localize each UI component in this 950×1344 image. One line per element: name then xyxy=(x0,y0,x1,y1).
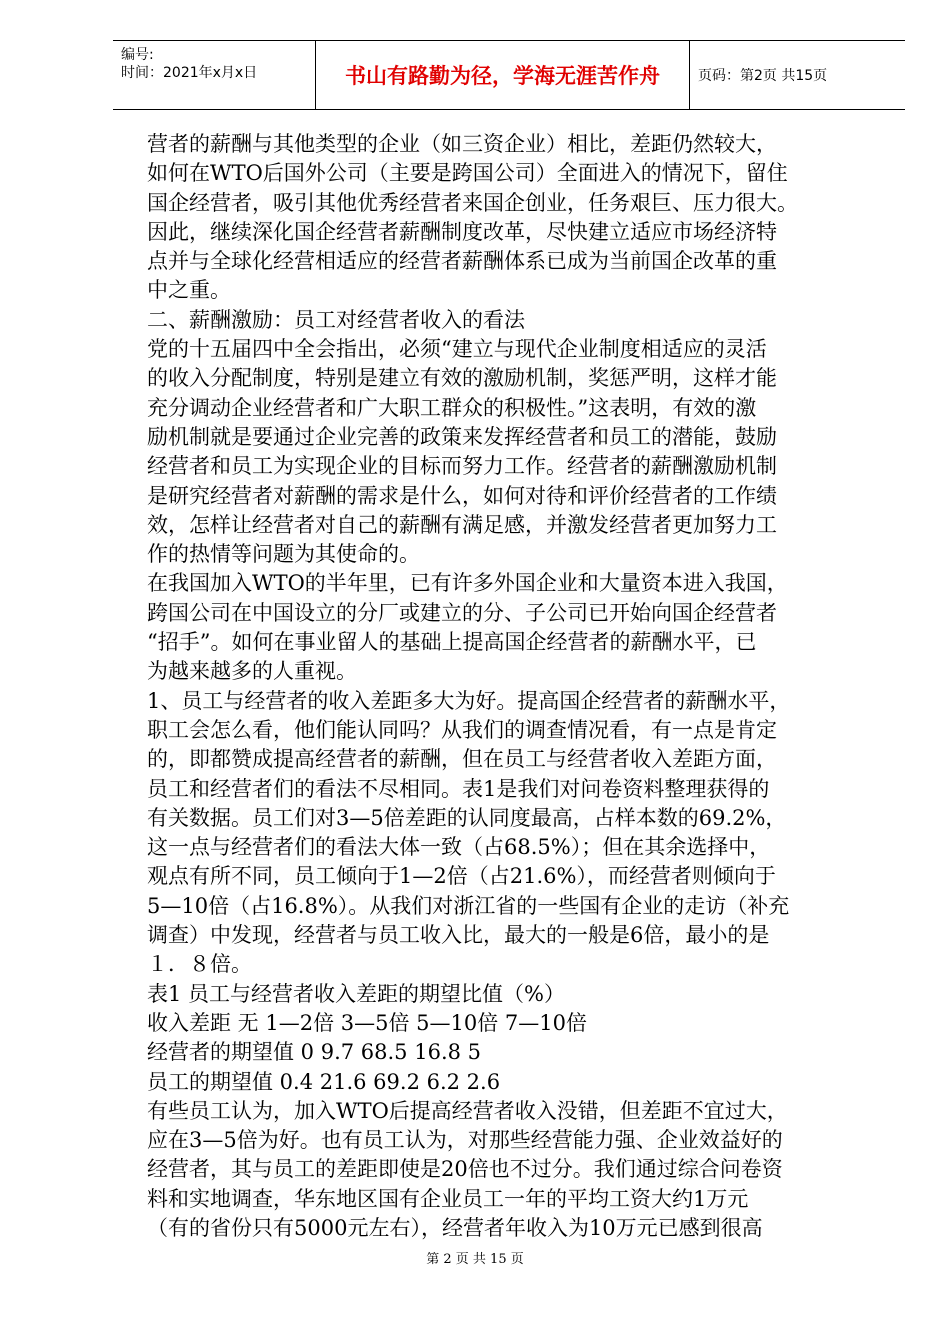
body-line: 如何在WTO后国外公司（主要是跨国公司）全面进入的情况下，留住 xyxy=(147,161,788,186)
body-line: “招手”。如何在事业留人的基础上提高国企经营者的薪酬水平，已 xyxy=(147,630,757,655)
motto-text: 书山有路勤为径，学海无涯苦作舟 xyxy=(316,41,690,109)
body-line: 的收入分配制度，特别是建立有效的激励机制，奖惩严明，这样才能 xyxy=(147,366,777,391)
body-line: 调查）中发现，经营者与员工收入比，最大的一般是6倍，最小的是 xyxy=(147,923,770,948)
body-line: 党的十五届四中全会指出，必须“建立与现代企业制度相适应的灵活 xyxy=(147,337,767,362)
body-line: 营者的薪酬与其他类型的企业（如三资企业）相比，差距仍然较大， xyxy=(147,132,777,156)
body-line: 励机制就是要通过企业完善的政策来发挥经营者和员工的潜能，鼓励 xyxy=(147,424,777,449)
body-line: 收入差距 无 1—2倍 3—5倍 5—10倍 7—10倍 xyxy=(147,1010,587,1035)
body-line: 观点有所不同，员工倾向于1—2倍（占21.6%），而经营者则倾向于 xyxy=(147,864,776,889)
body-line: 是研究经营者对薪酬的需求是什么，如何对待和评价经营者的工作绩 xyxy=(147,483,777,508)
body-line: 的，即都赞成提高经营者的薪酬，但在员工与经营者收入差距方面， xyxy=(147,747,777,772)
body-line: 1、员工与经营者的收入差距多大为好。提高国企经营者的薪酬水平， xyxy=(147,688,791,713)
body-line: （有的省份只有5000元左右），经营者年收入为10万元已感到很高 xyxy=(147,1215,763,1240)
body-line: 经营者的期望值 0 9.7 68.5 16.8 5 xyxy=(147,1040,482,1065)
body-line: 为越来越多的人重视。 xyxy=(147,659,357,684)
body-line: 中之重。 xyxy=(147,278,231,303)
body-line: 跨国公司在中国设立的分厂或建立的分、子公司已开始向国企经营者 xyxy=(147,600,777,625)
body-line: 表1 员工与经营者收入差距的期望比值（%） xyxy=(147,981,565,1006)
page-info: 页码：第2页 共15页 xyxy=(698,68,828,84)
body-line: 作的热情等问题为其使命的。 xyxy=(147,542,420,567)
body-line: 员工的期望值 0.4 21.6 69.2 6.2 2.6 xyxy=(147,1069,501,1094)
body-line: 效，怎样让经营者对自己的薪酬有满足感，并激发经营者更加努力工 xyxy=(147,512,777,537)
header-meta xyxy=(113,41,316,109)
document-body xyxy=(147,130,872,1243)
page-header xyxy=(113,40,905,110)
page-footer: 第 2 页 共 15 页 xyxy=(426,1252,524,1267)
body-line: 员工和经营者们的看法不尽相同。表1是我们对问卷资料整理获得的 xyxy=(147,776,770,801)
body-line: 有关数据。员工们对3—5倍差距的认同度最高，占样本数的69.2%， xyxy=(147,805,787,830)
body-line: 二、薪酬激励：员工对经营者收入的看法 xyxy=(147,307,525,332)
body-line: １．８倍。 xyxy=(147,952,252,977)
body-line: 料和实地调查，华东地区国有企业员工一年的平均工资大约1万元 xyxy=(147,1186,749,1211)
number-label: 编号: xyxy=(121,47,154,63)
body-line: 在我国加入WTO的半年里，已有许多外国企业和大量资本进入我国， xyxy=(147,571,788,596)
body-line: 国企经营者，吸引其他优秀经营者来国企创业，任务艰巨、压力很大。 xyxy=(147,190,798,215)
body-line: 点并与全球化经营相适应的经营者薪酬体系已成为当前国企改革的重 xyxy=(147,249,777,274)
body-line: 充分调动企业经营者和广大职工群众的积极性。”这表明，有效的激 xyxy=(147,395,757,420)
body-line: 5—10倍（占16.8%）。从我们对浙江省的一些国有企业的走访（补充 xyxy=(147,893,790,918)
body-line: 经营者和员工为实现企业的目标而努力工作。经营者的薪酬激励机制 xyxy=(147,454,777,479)
time-label: 时间：2021年x月x日 xyxy=(121,65,258,81)
body-line: 因此，继续深化国企经营者薪酬制度改革，尽快建立适应市场经济特 xyxy=(147,219,777,244)
body-line: 有些员工认为，加入WTO后提高经营者收入没错，但差距不宜过大， xyxy=(147,1098,788,1123)
body-line: 经营者，其与员工的差距即使是20倍也不过分。我们通过综合问卷资 xyxy=(147,1157,783,1182)
body-line: 应在3—5倍为好。也有员工认为，对那些经营能力强、企业效益好的 xyxy=(147,1128,783,1153)
body-line: 这一点与经营者们的看法大体一致（占68.5%）；但在其余选择中， xyxy=(147,835,771,860)
body-line: 职工会怎么看，他们能认同吗？从我们的调查情况看，有一点是肯定 xyxy=(147,717,777,742)
